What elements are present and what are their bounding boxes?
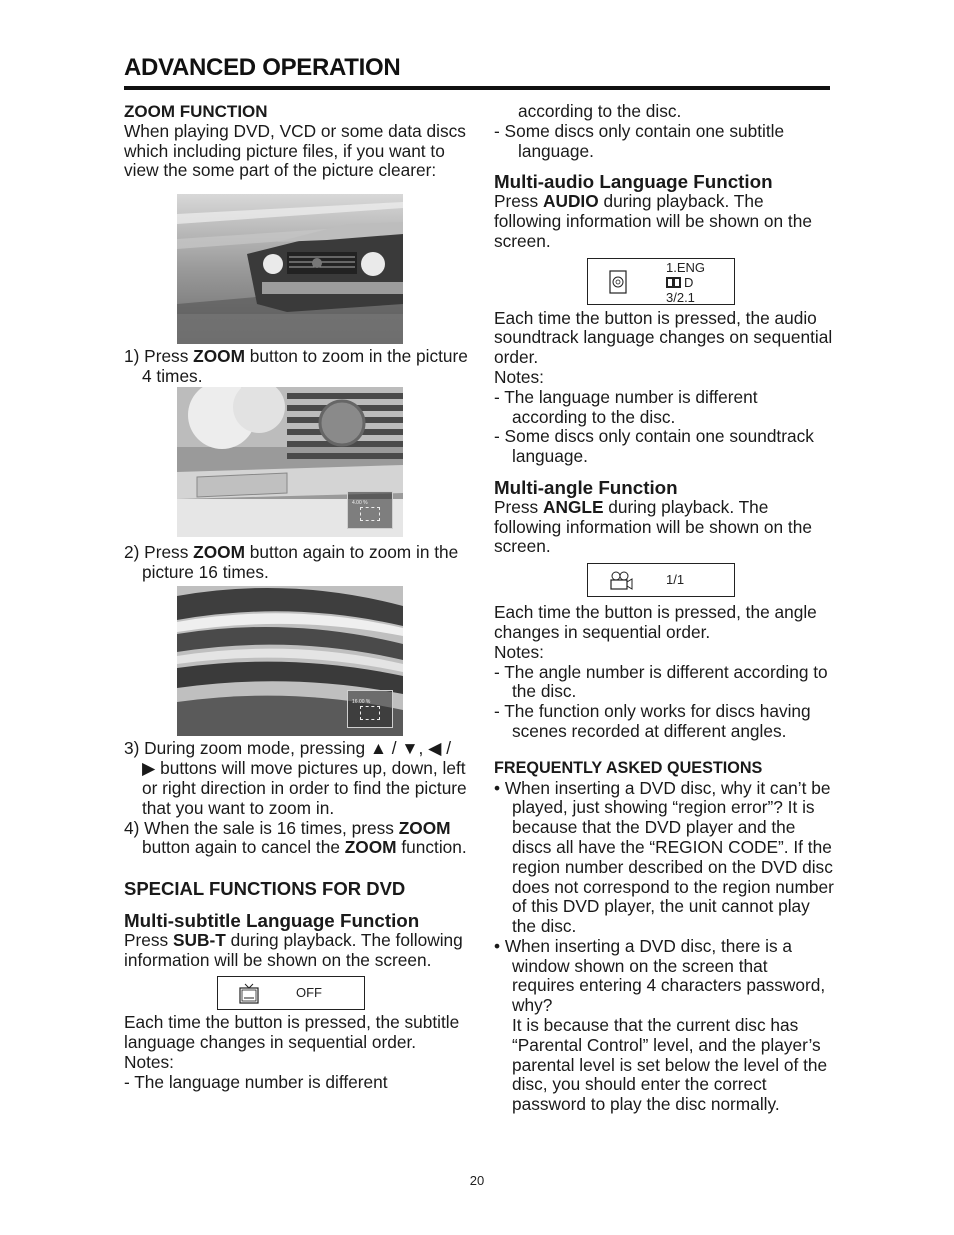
faq-item-password-answer: It is because that the current disc has “Parental Control” level, and the player’s parental level is set below the level of the disc, you should enter the correct password to play the disc normally.: [512, 1015, 828, 1115]
zoom-intro: When playing DVD, VCD or some data discs which including picture files, if you want to view the some part of the picture clearer:: [124, 120, 466, 181]
subtitle-note-1-cont: according to the disc.: [518, 101, 682, 121]
angle-osd: [587, 563, 735, 597]
zoom-level-label: 4.00 %: [352, 499, 368, 506]
sub-t-key: SUB-T: [172, 929, 226, 950]
audio-notes-label: Notes:: [494, 366, 544, 387]
subtitle-desc: Each time the button is pressed, the subtitle language changes in sequential order.: [124, 1012, 460, 1053]
subtitle-osd-value: OFF: [296, 985, 322, 1001]
angle-press-text: Press ANGLE during playback. The following information will be shown on the screen.: [494, 496, 812, 557]
dolby-icon: [666, 277, 681, 288]
angle-notes-label: Notes:: [494, 641, 544, 662]
angle-osd-value: 1/1: [666, 572, 685, 588]
special-functions-heading: SPECIAL FUNCTIONS FOR DVD: [124, 878, 406, 900]
audio-note-2: - Some discs only contain one soundtrack language.: [494, 426, 814, 467]
zoom-step-3: 3) During zoom mode, pressing ▲ / ▼, ◀ / ▶ buttons will move pictures up, down, left or right direction in order to find the picture that you want to zoom in.: [124, 738, 467, 818]
right-column: [494, 102, 834, 1115]
zoom-key: ZOOM: [193, 346, 245, 367]
subtitle-heading: Multi-subtitle Language Function: [124, 909, 420, 931]
car-photo-normal: [177, 194, 403, 344]
up-down-left-arrows: ▲ / ▼, ◀: [369, 738, 442, 759]
subtitle-press-text: Press SUB-T during playback. The following information will be shown on the screen.: [124, 929, 463, 970]
audio-heading: Multi-audio Language Function: [494, 171, 773, 193]
car-photo-zoom-16x: [177, 586, 403, 736]
subtitle-tv-icon: [238, 983, 260, 1005]
angle-note-2: - The function only works for discs having scenes recorded at different angles.: [494, 701, 811, 741]
speaker-icon: [608, 269, 630, 295]
car-photo-zoom-4x: [177, 387, 403, 537]
angle-note-1: - The angle number is different according to the disc.: [494, 661, 828, 702]
faq-item-password: • When inserting a DVD disc, there is a window shown on the screen that requires entering 4 characters password, why?: [494, 935, 826, 1016]
page-number: 20: [469, 1173, 485, 1188]
camera-angle-icon: [608, 570, 634, 592]
zoom-heading: ZOOM FUNCTION: [124, 102, 268, 121]
audio-press-text: Press AUDIO during playback. The following information will be shown on the screen.: [494, 191, 812, 251]
zoom-frame-icon: [360, 507, 380, 521]
angle-key: ANGLE: [542, 496, 604, 517]
audio-osd-channels: 3/2.1: [666, 289, 695, 305]
angle-desc: Each time the button is pressed, the angle changes in sequential order.: [494, 602, 817, 642]
audio-desc: Each time the button is pressed, the audio soundtrack language changes on sequential order.: [494, 307, 833, 368]
zoom-frame-icon: [360, 706, 380, 720]
audio-note-1: - The language number is different according to the disc.: [494, 386, 758, 427]
zoom-level-label: 16.00 %: [352, 699, 371, 706]
zoom-key: ZOOM: [193, 541, 245, 562]
left-column: [124, 102, 469, 1093]
page-title: ADVANCED OPERATION: [124, 54, 401, 81]
title-rule: [124, 86, 830, 90]
audio-key: AUDIO: [542, 191, 599, 212]
subtitle-note-2: - Some discs only contain one subtitle language.: [494, 120, 785, 161]
faq-heading: FREQUENTLY ASKED QUESTIONS: [494, 758, 763, 777]
zoom-step-2: 2) Press ZOOM button again to zoom in the picture 16 times.: [124, 541, 459, 582]
subtitle-osd: [217, 976, 365, 1010]
zoom-indicator: [347, 491, 393, 529]
zoom-step-1: 1) Press ZOOM button to zoom in the picture 4 times.: [124, 346, 468, 386]
zoom-step-4: 4) When the sale is 16 times, press ZOOM button again to cancel the ZOOM function.: [124, 817, 467, 858]
audio-osd: [587, 258, 735, 305]
zoom-indicator: [347, 690, 393, 728]
subtitle-notes-label: Notes:: [124, 1051, 174, 1072]
audio-osd-format: D: [684, 274, 694, 290]
angle-heading: Multi-angle Function: [494, 476, 678, 498]
faq-item-region: • When inserting a DVD disc, why it can’t be played, just showing “region error”? It is because that the DVD player and the discs all have the “REGION CODE”. If the region number described on the DVD disc does not correspond to the region number of this DVD player, the unit cannot play the disc.: [494, 777, 834, 937]
right-arrow: / ▶: [142, 738, 452, 779]
subtitle-note-1: - The language number is different: [124, 1071, 388, 1092]
audio-osd-language: 1.ENG: [666, 259, 706, 275]
